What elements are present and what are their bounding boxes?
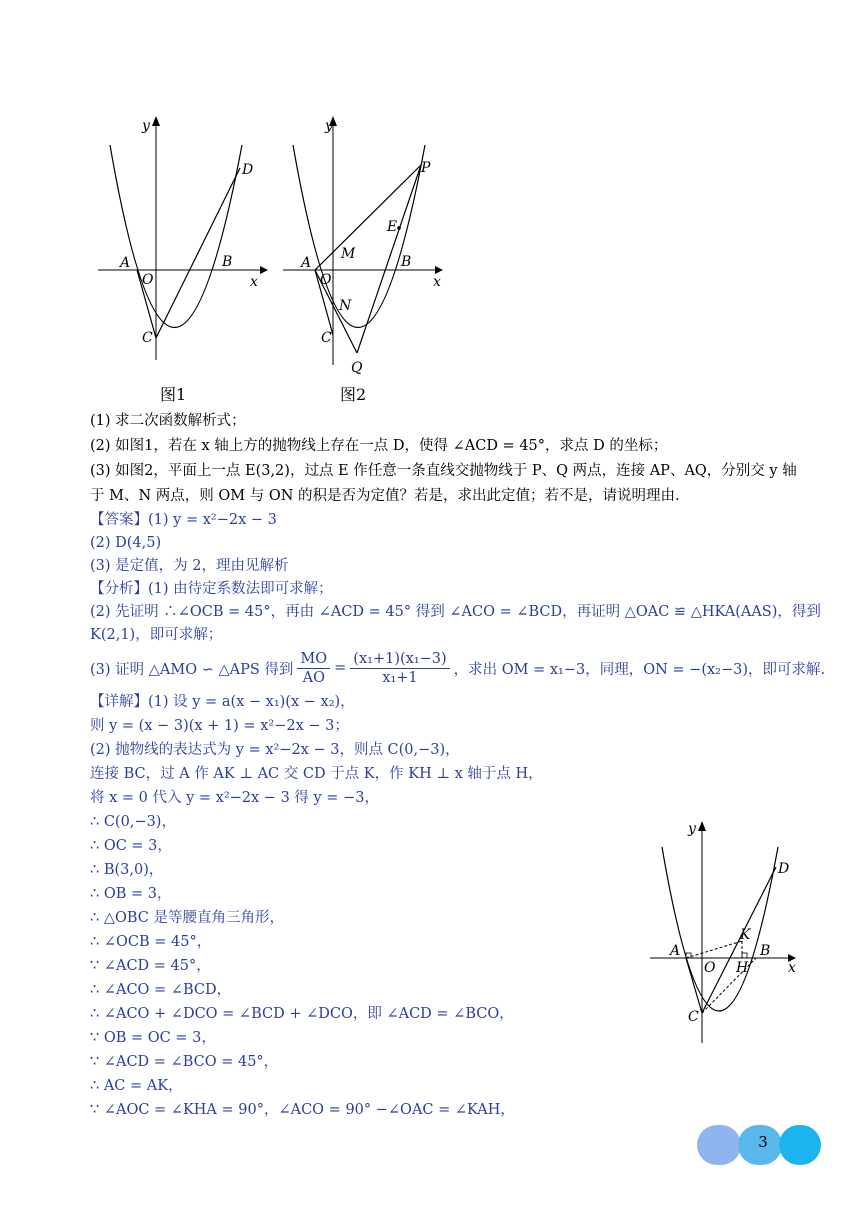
fig1-label-c: C: [142, 330, 153, 346]
question-line: 于 M、N 两点，则 OM 与 ON 的积是否为定值？若是，求出此定值；若不是，请说明理由.: [90, 488, 680, 504]
fig3-label-b: B: [760, 943, 771, 959]
answer-line: (3) 是定值，为 2，理由见解析: [90, 558, 289, 574]
fig3-x-label: x: [788, 960, 796, 976]
fig1-label-o: O: [142, 272, 154, 288]
fig3-label-o: O: [704, 960, 716, 976]
analysis-line: (2) 先证明 ∴∠OCB = 45°，再由 ∠ACD = 45° 得到 ∠ACO = ∠BCD，再证明 △OAC ≌ △HKA(AAS)，得到: [90, 604, 821, 620]
analysis-3-line: [90, 648, 825, 688]
fig1-caption: 图1: [160, 385, 187, 404]
detail-line: 连接 BC，过 A 作 AK ⊥ AC 交 CD 于点 K，作 KH ⊥ x 轴于点 H，: [90, 766, 543, 782]
detail-line: ∴ △OBC 是等腰直角三角形，: [90, 910, 285, 926]
page-bubble-dark: [779, 1125, 821, 1165]
fig2-label-a: A: [301, 255, 312, 271]
detail-line: ∴ C(0,−3)，: [90, 814, 176, 830]
analysis-3-prefix: (3) 证明 △AMO ∽ △APS 得到: [90, 661, 294, 678]
fig2-label-e: E: [387, 219, 398, 235]
detail-line: ∴ ∠ACO = ∠BCD，: [90, 982, 232, 998]
detail-line: ∵ ∠ACD = 45°，: [90, 958, 211, 974]
fig1-label-a: A: [120, 255, 131, 271]
detail-line: ∴ OC = 3，: [90, 838, 172, 854]
detail-line: ∵ OB = OC = 3，: [90, 1030, 216, 1046]
fig2-y-label: y: [325, 118, 333, 134]
fig3-label-d: D: [778, 861, 790, 877]
answer-line: (2) D(4,5): [90, 535, 162, 551]
fig2-x-label: x: [433, 274, 441, 290]
detail-line: (2) 抛物线的表达式为 y = x²−2x − 3，则点 C(0,−3)，: [90, 742, 460, 758]
fraction-mo-ao: [297, 650, 330, 687]
fig3-label-h: H: [736, 960, 749, 976]
equals-sign: =: [334, 660, 347, 676]
fig1-label-b: B: [222, 254, 233, 270]
fig2-caption: 图2: [340, 385, 367, 404]
fig3-label-a: A: [670, 943, 681, 959]
fraction-denominator: AO: [302, 669, 325, 686]
detail-line: ∴ ∠ACO + ∠DCO = ∠BCD + ∠DCO，即 ∠ACD = ∠BCO，: [90, 1006, 514, 1022]
fraction-denominator: x₁+1: [382, 669, 418, 686]
detail-line: 【详解】(1) 设 y = a(x − x₁)(x − x₂)，: [90, 694, 355, 710]
page-bubble-light: [697, 1125, 741, 1165]
fig3-label-c: C: [688, 1009, 699, 1025]
answer-line: 【答案】(1) y = x²−2x − 3: [90, 512, 277, 528]
fig2-label-p: P: [421, 160, 431, 176]
detail-line: ∵ ∠AOC = ∠KHA = 90°，∠ACO = 90° −∠OAC = ∠KAH，: [90, 1102, 515, 1118]
detail-line: ∴ B(3,0)，: [90, 862, 164, 878]
analysis-line: K(2,1)，即可求解；: [90, 627, 223, 643]
detail-line: 将 x = 0 代入 y = x²−2x − 3 得 y = −3，: [90, 790, 379, 806]
detail-line: 则 y = (x − 3)(x + 1) = x²−2x − 3；: [90, 718, 349, 734]
page-number: 3: [758, 1133, 768, 1151]
fig2-label-m: M: [341, 246, 356, 262]
fig2-label-c: C: [321, 330, 332, 346]
detail-line: ∴ ∠OCB = 45°，: [90, 934, 212, 950]
detail-line: ∵ ∠ACD = ∠BCO = 45°，: [90, 1054, 279, 1070]
fraction-x1: [350, 650, 449, 687]
fraction-numerator: MO: [297, 650, 330, 669]
figure-2: [275, 110, 455, 380]
analysis-3-suffix: ，求出 OM = x₁−3，同理，ON = −(x₂−3)，即可求解.: [453, 661, 826, 678]
fig3-label-k: K: [740, 927, 751, 943]
fig2-label-q: Q: [351, 360, 363, 376]
figure-3: [648, 815, 808, 1050]
question-line: (2) 如图1，若在 x 轴上方的抛物线上存在一点 D，使得 ∠ACD = 45°，求点 D 的坐标；: [90, 438, 668, 454]
question-line: (1) 求二次函数解析式；: [90, 413, 246, 429]
fig1-label-d: D: [242, 162, 254, 178]
figure-1: [90, 110, 275, 365]
fig2-label-n: N: [339, 298, 352, 314]
fig1-y-label: y: [142, 118, 150, 134]
fig3-y-label: y: [688, 821, 696, 837]
detail-line: ∴ AC = AK，: [90, 1078, 183, 1094]
fig2-label-b: B: [401, 254, 412, 270]
question-line: (3) 如图2，平面上一点 E(3,2)，过点 E 作任意一条直线交抛物线于 P、Q 两点，连接 AP、AQ，分别交 y 轴: [90, 463, 797, 479]
fraction-numerator: (x₁+1)(x₁−3): [350, 650, 449, 669]
fig2-label-o: O: [320, 272, 332, 288]
detail-line: ∴ OB = 3，: [90, 886, 172, 902]
fig1-x-label: x: [250, 274, 258, 290]
analysis-line: 【分析】(1) 由待定系数法即可求解；: [90, 581, 333, 597]
